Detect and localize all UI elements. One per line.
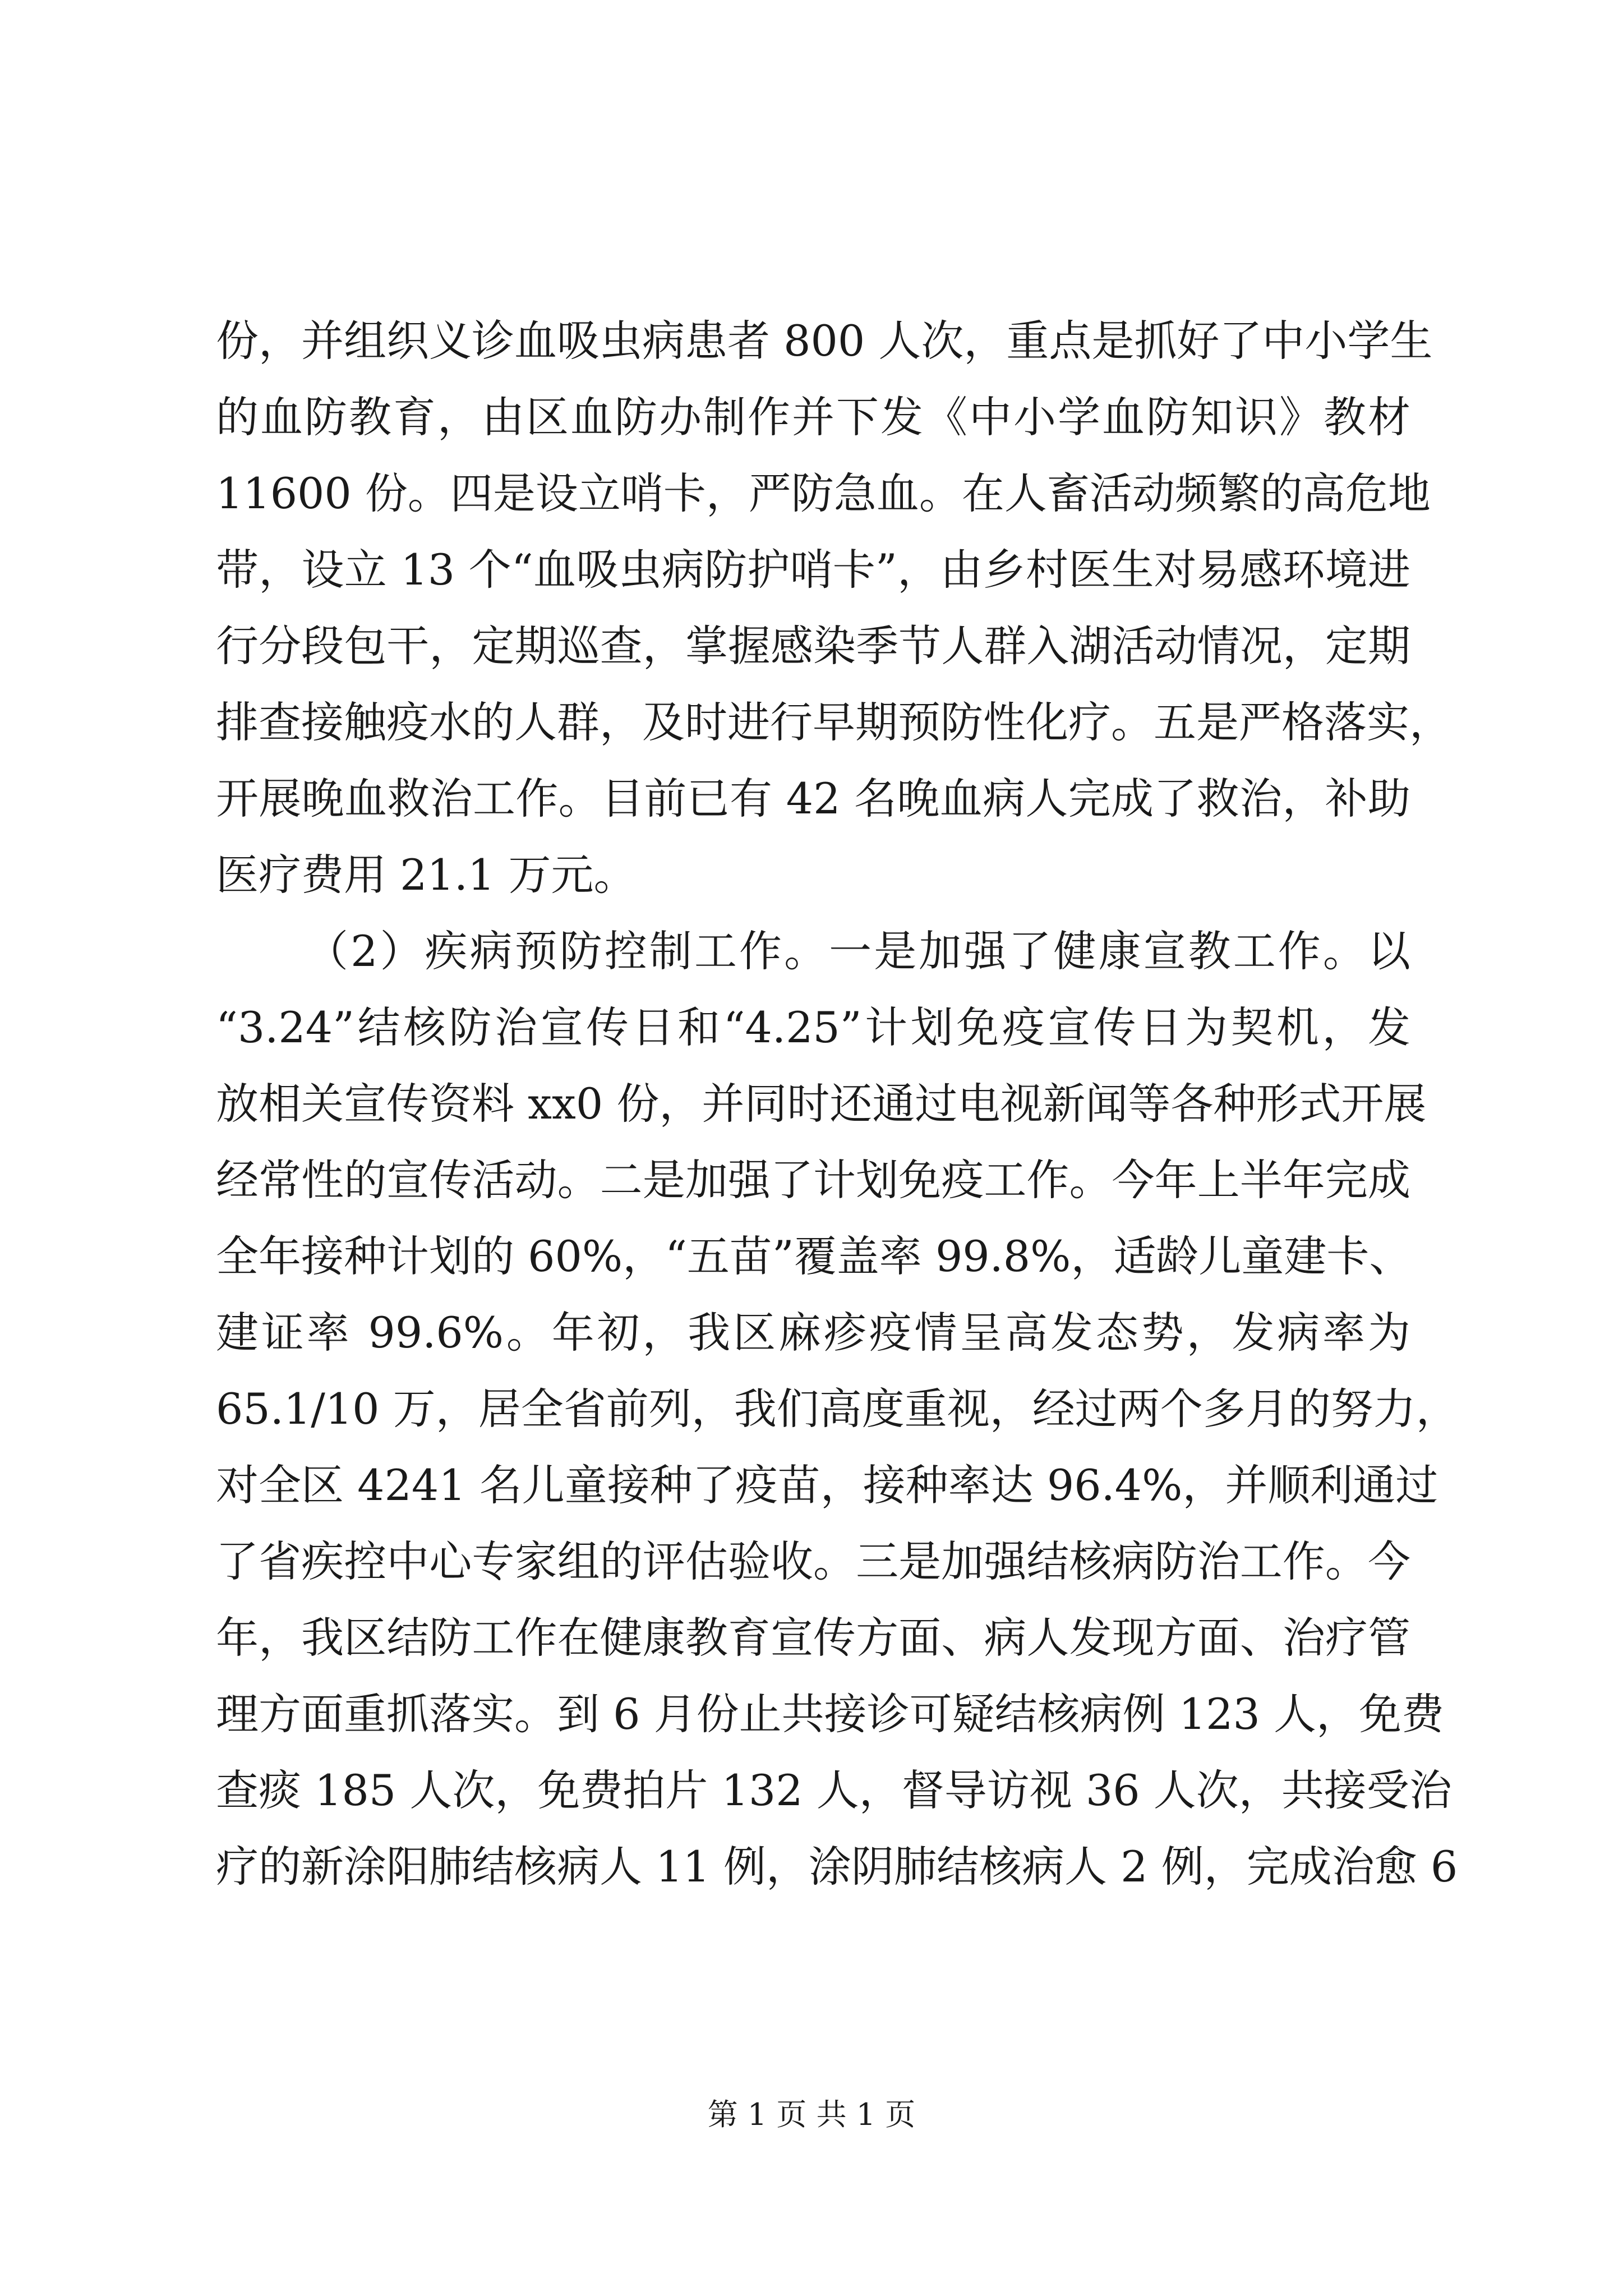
text-line: 开展晚血救治工作。目前已有 42 名晚血病人完成了救治，补助	[216, 774, 1410, 823]
text-line: 医疗费用 21.1 万元。	[216, 850, 637, 900]
text-line: （2）疾病预防控制工作。一是加强了健康宣教工作。以	[306, 926, 1410, 976]
text-line: 65.1/10 万，居全省前列，我们高度重视，经过两个多月的努力，	[216, 1384, 1459, 1434]
text-line: 行分段包干，定期巡查，掌握感染季节人群入湖活动情况，定期	[216, 621, 1410, 671]
document-body	[216, 303, 1459, 1905]
text-line: 疗的新涂阳肺结核病人 11 例，涂阴肺结核病人 2 例，完成治愈 6	[216, 1842, 1458, 1892]
text-line: 放相关宣传资料 xx0 份，并同时还通过电视新闻等各种形式开展	[216, 1079, 1427, 1129]
text-line: 查痰 185 人次，免费拍片 132 人，督导访视 36 人次，共接受治	[216, 1765, 1452, 1815]
page-number-footer: 第 1 页 共 1 页	[707, 2097, 916, 2132]
text-line: 经常性的宣传活动。二是加强了计划免疫工作。今年上半年完成	[216, 1155, 1410, 1205]
text-line: 了省疾控中心专家组的评估验收。三是加强结核病防治工作。今	[216, 1536, 1410, 1586]
text-line: 年，我区结防工作在健康教育宣传方面、病人发现方面、治疗管	[216, 1613, 1410, 1663]
text-line: 的血防教育，由区血防办制作并下发《中小学血防知识》教材	[216, 392, 1410, 442]
text-line: “3.24”结核防治宣传日和“4.25”计划免疫宣传日为契机，发	[216, 1002, 1410, 1052]
text-line: 11600 份。四是设立哨卡，严防急血。在人畜活动频繁的高危地	[216, 468, 1431, 518]
text-line: 份，并组织义诊血吸虫病患者 800 人次，重点是抓好了中小学生	[216, 316, 1433, 366]
text-line: 全年接种计划的 60%，“五苗”覆盖率 99.8%，适龄儿童建卡、	[216, 1231, 1412, 1281]
text-line: 理方面重抓落实。到 6 月份止共接诊可疑结核病例 123 人，免费	[216, 1689, 1445, 1739]
text-line: 排查接触疫水的人群，及时进行早期预防性化疗。五是严格落实，	[216, 697, 1452, 747]
text-line: 对全区 4241 名儿童接种了疫苗，接种率达 96.4%，并顺利通过	[216, 1460, 1438, 1510]
text-line: 建证率 99.6%。年初，我区麻疹疫情呈高发态势，发病率为	[216, 1308, 1410, 1358]
text-line: 带，设立 13 个“血吸虫病防护哨卡”，由乡村医生对易感环境进	[216, 545, 1410, 595]
